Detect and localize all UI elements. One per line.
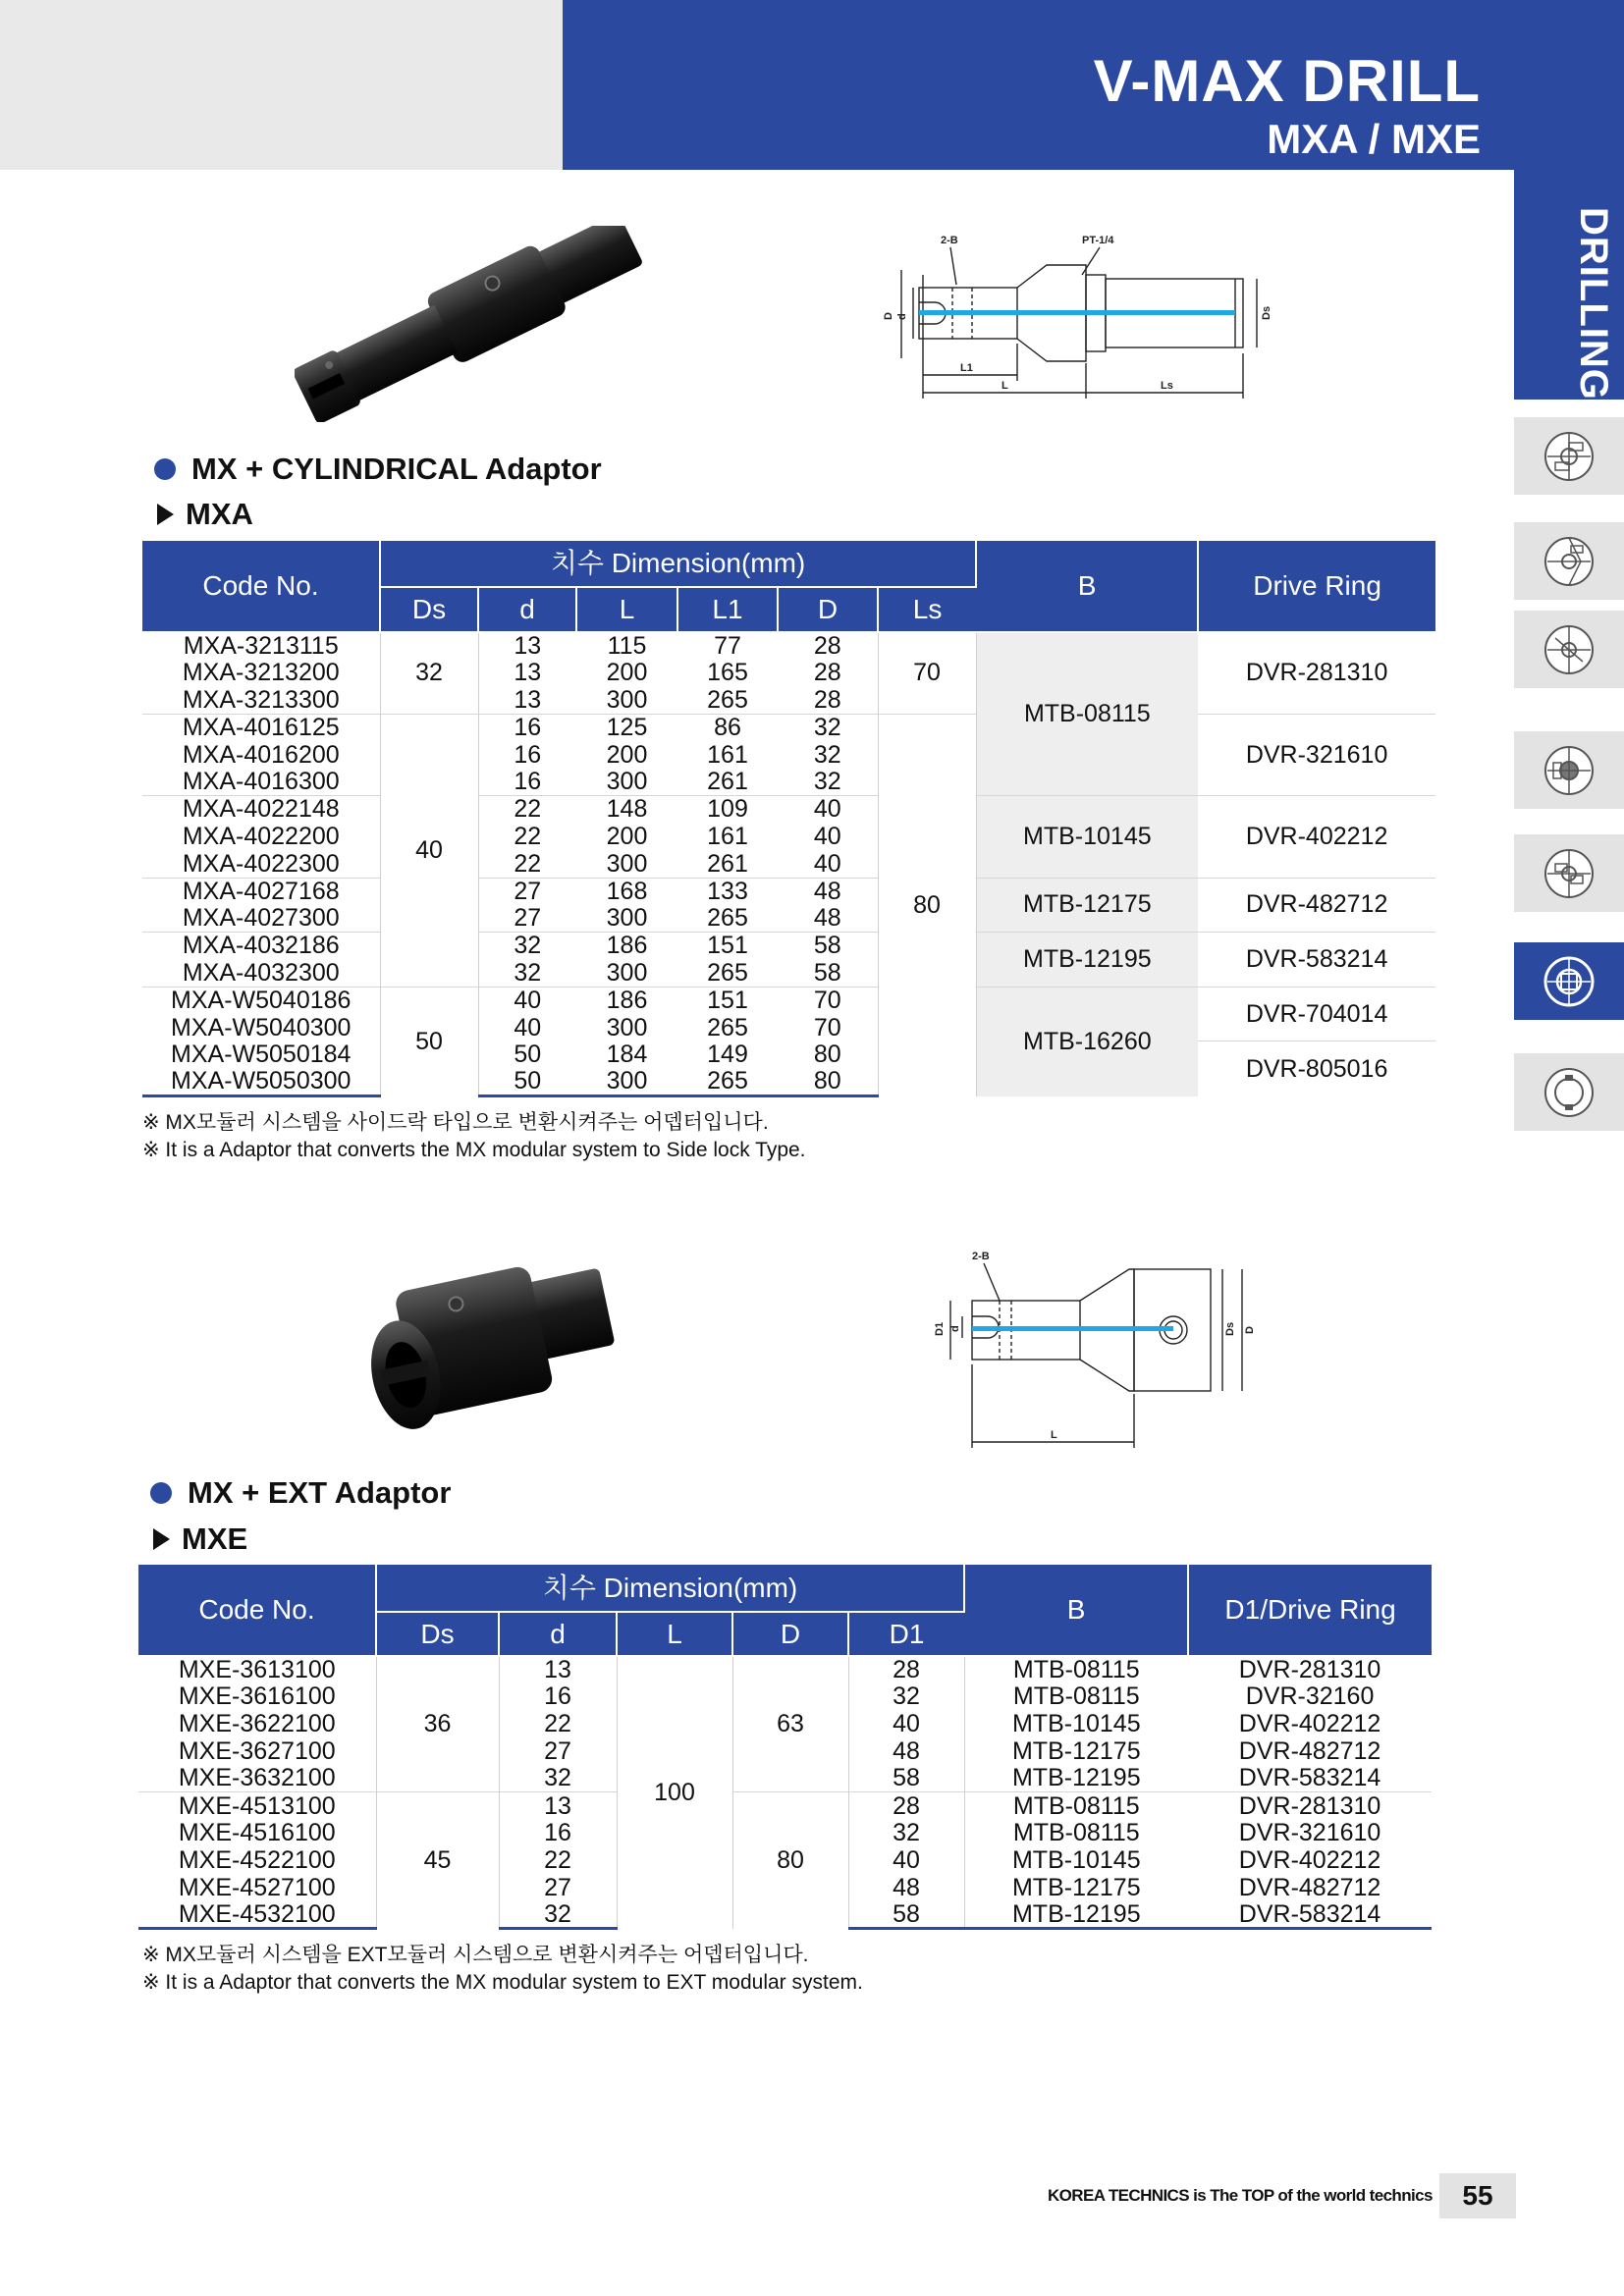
mxa-dim-pt-label: PT-1/4 <box>1082 235 1114 246</box>
drill-head-icon <box>1542 534 1597 589</box>
ds-group-cell: 36 <box>376 1656 499 1792</box>
d-group-cell: 63 <box>732 1656 848 1792</box>
col-ds: Ds <box>380 587 478 632</box>
table-row: MXA-W5040186 50 40 186 151 70 MTB-16260 DVR-704014 <box>142 987 1435 1014</box>
table-row: MXE-4516100 16 32 MTB-08115 DVR-321610 <box>178 1819 1381 1847</box>
header-gray-panel <box>0 0 563 170</box>
section1-subtitle: MXA <box>157 497 253 532</box>
ring-group-cell: DVR-281310 <box>1245 659 1388 687</box>
col-Ls: Ls <box>878 587 976 632</box>
table-row: MXE-4513100 45 13 80 28 MTB-08115 DVR-281310 <box>138 1792 1432 1820</box>
table-row: MXE-3622100 22 40 MTB-10145 DVR-402212 <box>178 1709 1381 1737</box>
ds-group-cell: 32 <box>380 632 478 714</box>
mxa-dim-Ds-label: Ds <box>1261 305 1272 320</box>
triangle-icon <box>157 504 174 525</box>
section1-notes: ※ MX모듈러 시스템을 사이드락 타입으로 변환시켜주는 어뎁터입니다. ※ It is a Adaptor that converts the MX modular system to Side lock Type. <box>142 1111 806 1161</box>
col-drive-ring: D1/Drive Ring <box>1188 1565 1432 1656</box>
col-d: d <box>499 1612 617 1656</box>
side-tab-adaptor[interactable] <box>1514 942 1624 1023</box>
col-L1: L1 <box>677 587 778 632</box>
bullet-icon <box>150 1482 172 1504</box>
side-tab-drilling-label: DRILLING <box>1572 207 1615 400</box>
ring-group-cell: DVR-482712 <box>1198 878 1435 933</box>
col-b: B <box>964 1565 1188 1656</box>
mxa-adaptor-photo <box>295 226 658 422</box>
mxe-dim-d-label: d <box>949 1325 961 1332</box>
ring-group-cell: DVR-805016 <box>1198 1041 1435 1096</box>
table-row: MXA-4022300 22 300 261 40 <box>182 849 841 878</box>
col-L: L <box>576 587 677 632</box>
ring-group-cell: DVR-583214 <box>1198 933 1435 988</box>
table-row: MXE-4527100 27 48 MTB-12175 DVR-482712 <box>178 1873 1381 1901</box>
col-dimension: 치수 Dimension(mm) <box>376 1565 964 1612</box>
d-group-cell: 80 <box>732 1792 848 1929</box>
side-tab-drill-1[interactable] <box>1514 417 1624 498</box>
ring-group-cell: DVR-402212 <box>1198 796 1435 878</box>
table-row: MXA-4016200 16 200 161 32 <box>182 740 841 769</box>
mxe-dim-L-label: L <box>1051 1429 1057 1441</box>
ds-group-cell: 40 <box>380 714 478 987</box>
ls-group-cell: 70 <box>878 632 976 714</box>
table-row: MXA-4022148 22 148 109 40 MTB-10145 DVR-402212 <box>142 796 1435 824</box>
side-tab-drill-5[interactable] <box>1514 834 1624 915</box>
mxe-spec-table <box>138 1565 1432 1930</box>
col-D1: D1 <box>848 1612 964 1656</box>
mxa-dim-D-label: D <box>883 312 894 320</box>
header-blue-panel <box>563 0 1624 170</box>
col-drive-ring: Drive Ring <box>1198 541 1435 632</box>
table-row: MXA-4027300 27 300 265 48 <box>182 904 841 933</box>
table-row: MXE-3627100 27 48 MTB-12175 DVR-482712 <box>178 1736 1381 1765</box>
ring-group-cell: DVR-704014 <box>1198 987 1435 1041</box>
side-tab-ring[interactable] <box>1514 1053 1624 1134</box>
table-row: MXA-4016125 40 16 125 86 32 80 DVR-321610 <box>142 714 1435 741</box>
page-number: 55 <box>1439 2173 1516 2218</box>
drill-head-icon <box>1542 846 1597 901</box>
triangle-icon <box>153 1528 170 1550</box>
page-subtitle: MXA / MXE <box>1267 116 1481 162</box>
col-b: B <box>976 541 1198 632</box>
drill-head-icon <box>1542 743 1597 798</box>
section2-notes: ※ MX모듈러 시스템을 EXT모듈러 시스템으로 변환시켜주는 어뎁터입니다. ※ It is a Adaptor that converts the MX modular system to EXT modular system. <box>142 1944 863 1994</box>
mxa-dim-L-label: L <box>1001 380 1008 392</box>
col-d: d <box>478 587 576 632</box>
side-tab-drill-2[interactable] <box>1514 522 1624 603</box>
mxe-dim-Ds-label: Ds <box>1224 1321 1236 1336</box>
ring-group-cell: DVR-321610 <box>1198 714 1435 795</box>
footer-slogan: KOREA TECHNICS is The TOP of the world technics <box>1048 2186 1433 2205</box>
ring-icon <box>1542 1065 1597 1120</box>
side-tab-drilling[interactable] <box>1514 170 1624 400</box>
side-tab-drill-3[interactable] <box>1514 611 1624 691</box>
table-row: MXA-3213200 13 200 165 28 <box>182 659 841 687</box>
table-row: MXA-4032300 32 300 265 58 <box>182 958 841 987</box>
table-row: MXE-3613100 36 13 100 63 28 MTB-08115 DVR-281310 <box>138 1656 1432 1683</box>
table-row: MXE-3632100 32 58 MTB-12195 DVR-583214 <box>178 1764 1381 1792</box>
table-row: MXE-4522100 22 40 MTB-10145 DVR-402212 <box>178 1845 1381 1874</box>
b-group-cell: MTB-10145 <box>976 796 1198 878</box>
table-row: MXA-4027168 27 168 133 48 MTB-12175 DVR-482712 <box>142 878 1435 905</box>
col-code-no: Code No. <box>142 541 380 632</box>
col-L: L <box>617 1612 732 1656</box>
section2-subtitle: MXE <box>153 1522 247 1557</box>
mxe-technical-drawing <box>874 1242 1326 1458</box>
table-row: MXE-4532100 32 58 MTB-12195 DVR-583214 <box>138 1901 1432 1929</box>
col-ds: Ds <box>376 1612 499 1656</box>
b-group-cell: MTB-12175 <box>976 878 1198 933</box>
page-title: V-MAX DRILL <box>1093 48 1481 114</box>
section1-title: MX + CYLINDRICAL Adaptor <box>154 452 602 487</box>
ls-group-cell: 80 <box>878 714 976 1095</box>
mxa-dim-b-label: 2-B <box>941 235 958 246</box>
table-row: MXA-4032186 32 186 151 58 MTB-12195 DVR-583214 <box>142 933 1435 960</box>
col-D: D <box>778 587 878 632</box>
mxe-dim-D-label: D <box>1244 1326 1256 1334</box>
table-row: MXA-4022200 22 200 161 40 <box>182 822 841 850</box>
table-row: MXA-W5050300 50 300 265 80 <box>142 1069 1435 1096</box>
mxa-spec-table <box>142 541 1435 1097</box>
table-row: MXA-3213300 13 300 265 28 <box>182 685 841 714</box>
l-value-cell: 100 <box>617 1656 732 1929</box>
mxa-dim-L1-label: L1 <box>960 362 973 374</box>
ds-group-cell: 45 <box>376 1792 499 1929</box>
ds-group-cell: 50 <box>380 987 478 1095</box>
side-tab-drill-4[interactable] <box>1514 731 1624 812</box>
col-code-no: Code No. <box>138 1565 376 1656</box>
table-row: MXA-4016300 16 300 261 32 <box>182 768 841 796</box>
bullet-icon <box>154 458 176 480</box>
mxa-dim-Ls-label: Ls <box>1161 380 1173 392</box>
b-group-cell: MTB-12195 <box>976 933 1198 988</box>
col-D: D <box>732 1612 848 1656</box>
col-dimension: 치수 Dimension(mm) <box>380 541 976 587</box>
table-row: MXA-W5040300 40 300 265 70 <box>171 1013 841 1041</box>
drill-head-icon <box>1542 429 1597 484</box>
table-row: MXA-W5050184 50 184 149 80 DVR-805016 <box>142 1041 1435 1069</box>
section2-title: MX + EXT Adaptor <box>150 1475 451 1511</box>
mxe-dim-b-label: 2-B <box>972 1251 990 1262</box>
drill-head-icon <box>1542 622 1597 677</box>
mxa-technical-drawing <box>854 226 1296 407</box>
mxe-dim-D1-label: D1 <box>934 1321 946 1336</box>
mxe-adaptor-photo <box>358 1252 633 1448</box>
table-row: MXE-3616100 16 32 MTB-08115 DVR-32160 <box>178 1682 1375 1711</box>
adaptor-icon <box>1542 954 1597 1009</box>
b-group-cell: MTB-08115 <box>976 632 1198 796</box>
b-group-cell: MTB-16260 <box>976 987 1198 1095</box>
mxa-dim-d-label: d <box>896 313 908 320</box>
table-row: MXA-3213115 32 13 115 77 28 70 MTB-08115 DVR-281310 <box>142 632 1435 660</box>
